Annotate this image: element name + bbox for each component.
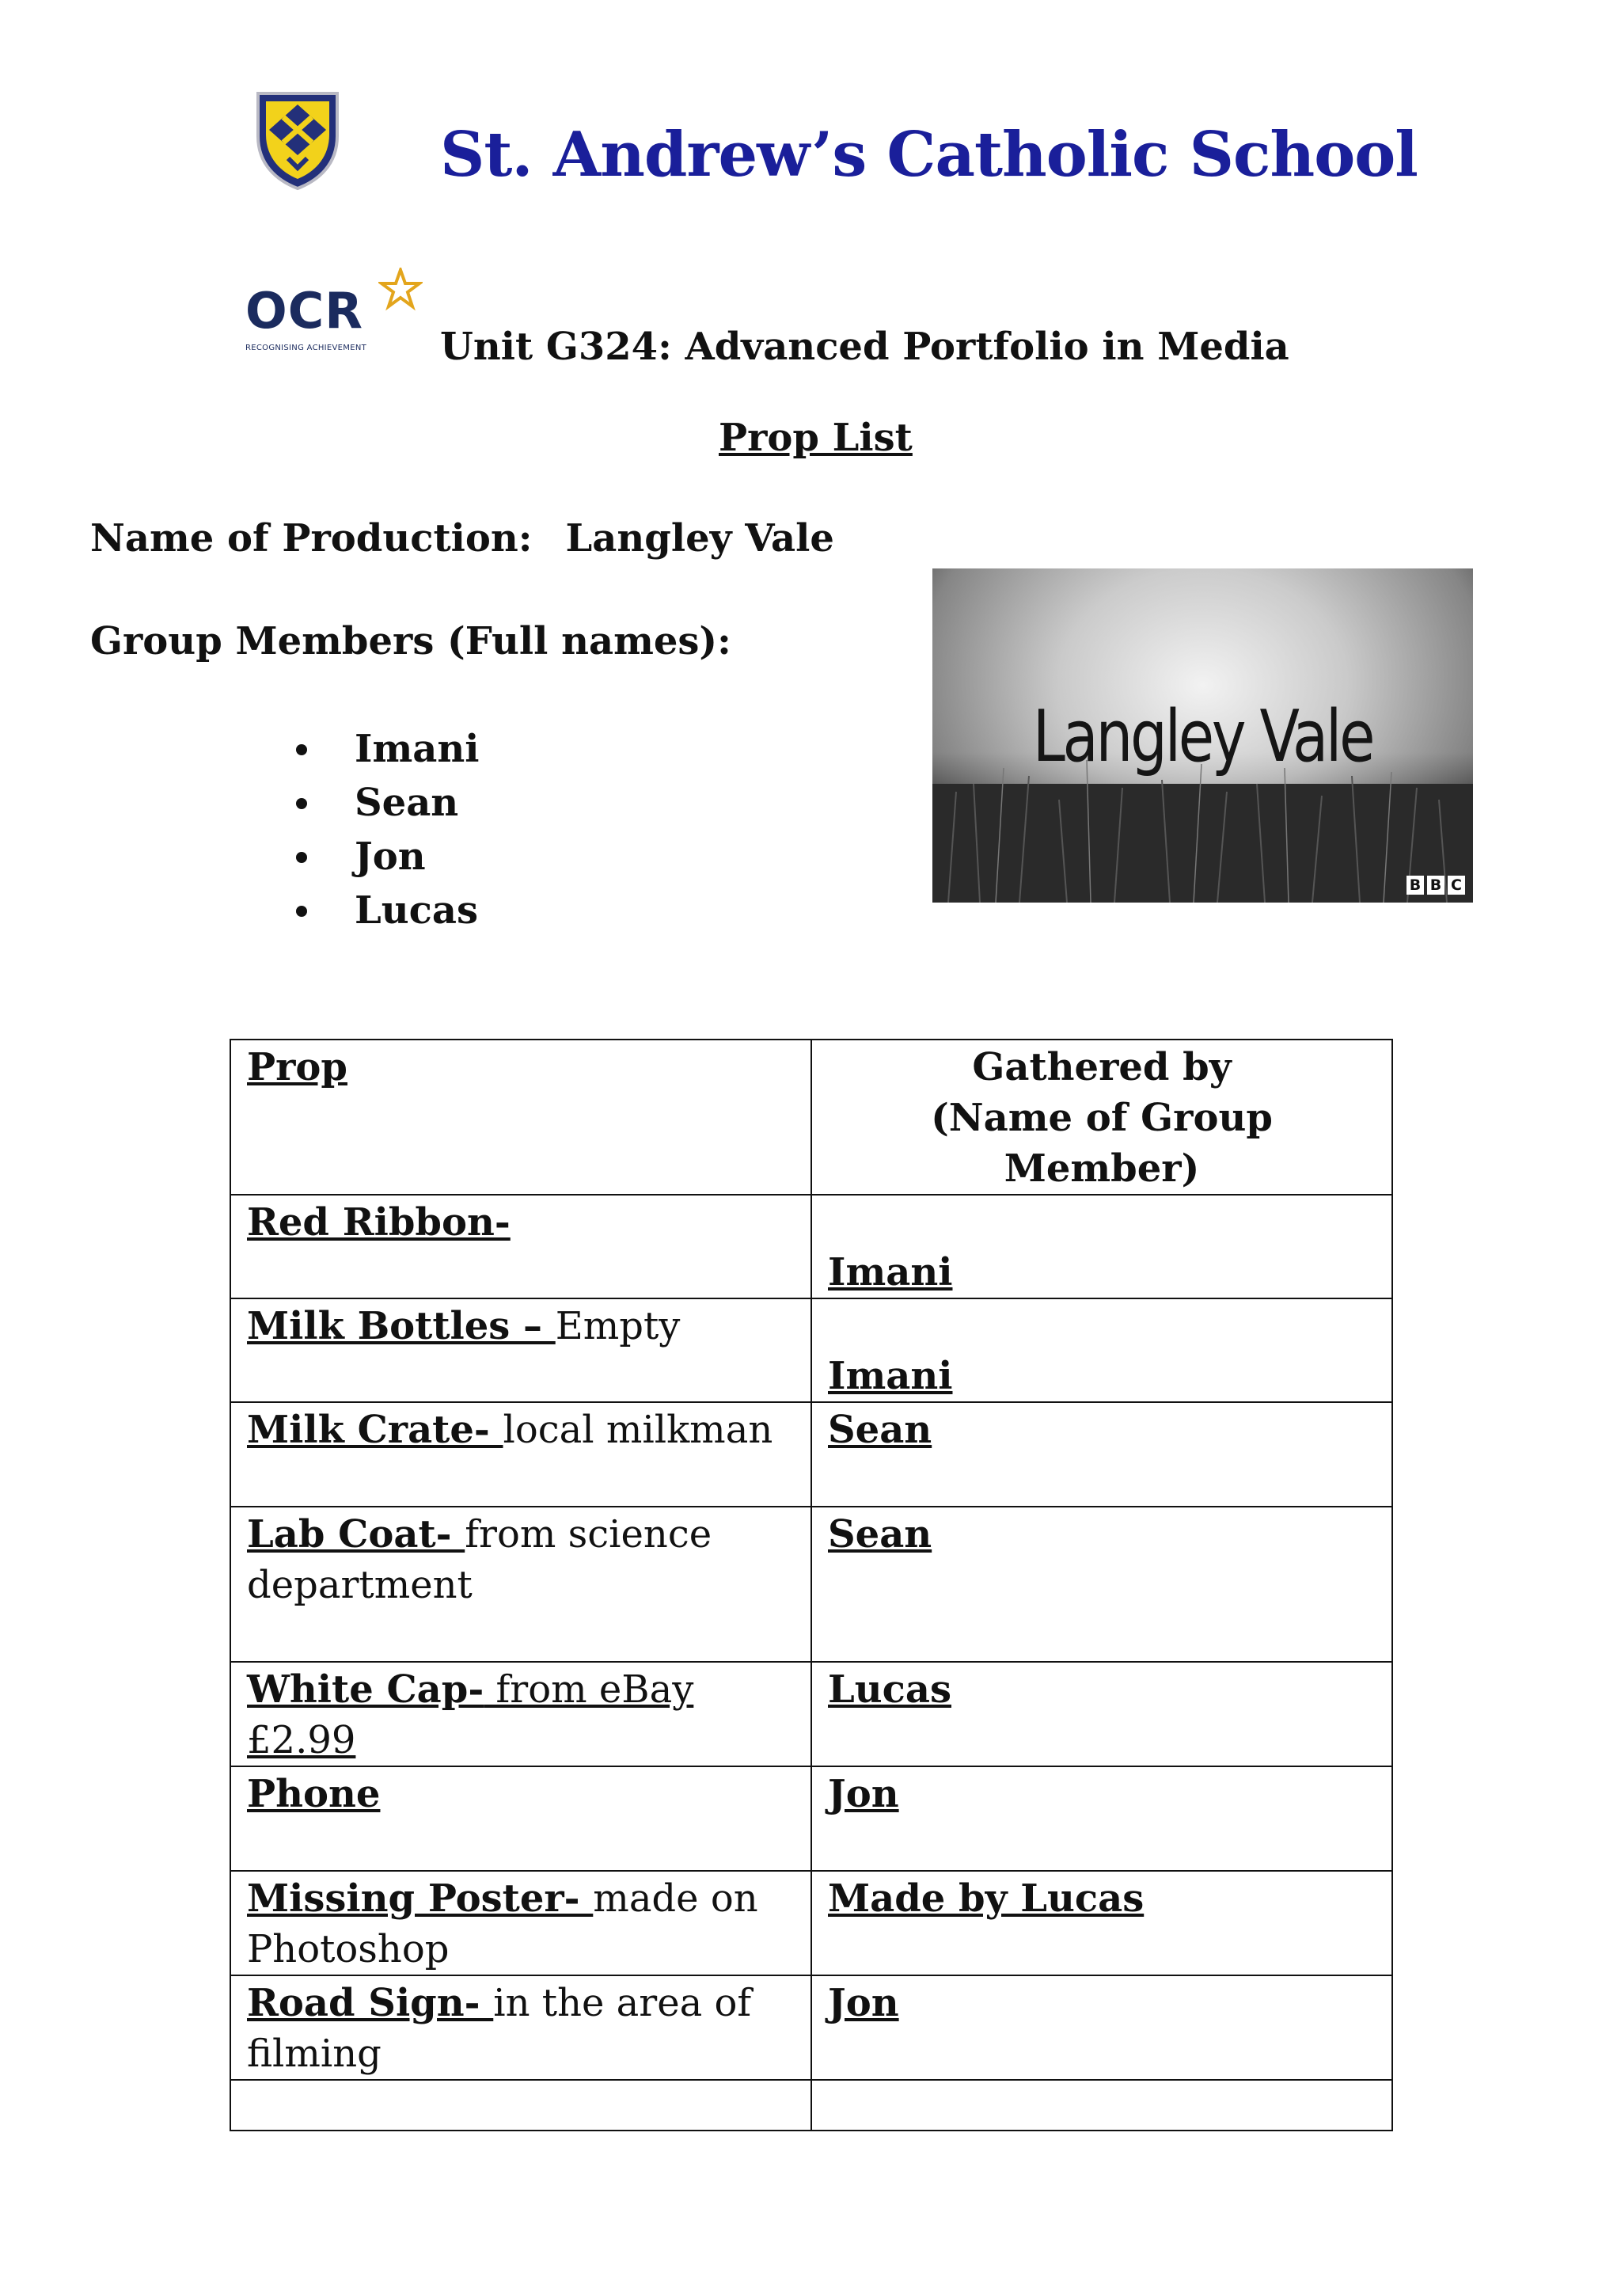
table-row bbox=[230, 1662, 1392, 1766]
prop-cell bbox=[230, 1662, 811, 1766]
prop-cell bbox=[230, 1975, 811, 2080]
bbc-logo-letter: C bbox=[1448, 876, 1465, 895]
production-label: Name of Production: bbox=[90, 516, 533, 561]
header-prop-label: Prop bbox=[247, 1045, 347, 1089]
table-row bbox=[230, 1298, 1392, 1402]
prop-name: Phone bbox=[247, 1772, 381, 1816]
prop-name: Milk Crate- bbox=[247, 1408, 503, 1452]
prop-cell bbox=[230, 1298, 811, 1402]
gathered-cell bbox=[811, 1975, 1392, 2080]
prop-name: Road Sign- bbox=[247, 1981, 494, 2025]
list-item: Imani bbox=[293, 722, 479, 776]
prop-detail: in the area of filming bbox=[247, 1981, 752, 2076]
gathered-cell bbox=[811, 1195, 1392, 1298]
gathered-by: Jon bbox=[828, 1981, 899, 2025]
table-row bbox=[230, 2080, 1392, 2131]
gathered-by: Made by Lucas bbox=[828, 1876, 1145, 1921]
header-gathered-by bbox=[811, 1040, 1392, 1195]
ocr-logo bbox=[242, 268, 426, 364]
prop-detail: Empty bbox=[555, 1304, 681, 1348]
prop-cell bbox=[230, 1402, 811, 1507]
show-title-text: Langley Vale bbox=[1032, 695, 1373, 778]
table-row bbox=[230, 1402, 1392, 1507]
prop-detail: made on Photoshop bbox=[247, 1876, 758, 1971]
prop-name: Milk Bottles – bbox=[247, 1304, 556, 1348]
list-item: Lucas bbox=[293, 884, 479, 937]
table-row bbox=[230, 1195, 1392, 1298]
group-members-list bbox=[293, 722, 479, 937]
school-title: St. Andrew’s Catholic School bbox=[440, 119, 1418, 191]
group-members-label: Group Members (Full names): bbox=[90, 619, 731, 663]
gathered-cell bbox=[811, 1766, 1392, 1871]
unit-title: Unit G324: Advanced Portfolio in Media bbox=[440, 325, 1289, 369]
gathered-cell bbox=[811, 1402, 1392, 1507]
bbc-logo-letter: B bbox=[1407, 876, 1424, 895]
gathered-cell bbox=[811, 1298, 1392, 1402]
gathered-by: Sean bbox=[828, 1512, 932, 1557]
prop-name: Missing Poster- bbox=[247, 1876, 594, 1921]
ocr-tagline: RECOGNISING ACHIEVEMENT bbox=[245, 344, 367, 352]
prop-cell bbox=[230, 1195, 811, 1298]
table-row bbox=[230, 1871, 1392, 1975]
prop-cell bbox=[230, 1766, 811, 1871]
bbc-logo-letter: B bbox=[1427, 876, 1444, 895]
prop-name: Lab Coat- bbox=[247, 1512, 465, 1557]
list-item: Jon bbox=[293, 830, 479, 884]
prop-table bbox=[230, 1039, 1393, 2131]
bbc-logo bbox=[1407, 876, 1465, 895]
prop-cell bbox=[230, 1507, 811, 1662]
production-value: Langley Vale bbox=[565, 516, 834, 561]
prop-cell bbox=[230, 1871, 811, 1975]
prop-cell bbox=[230, 2080, 811, 2131]
header-gathered-line1: Gathered by bbox=[972, 1045, 1232, 1089]
header-prop bbox=[230, 1040, 811, 1195]
production-line bbox=[90, 516, 834, 561]
ocr-logo-text: OCR bbox=[245, 282, 363, 340]
header-gathered-line2: (Name of Group Member) bbox=[931, 1096, 1273, 1191]
prop-list-title: Prop List bbox=[719, 416, 913, 460]
gathered-cell bbox=[811, 1507, 1392, 1662]
gathered-cell bbox=[811, 2080, 1392, 2131]
table-header-row bbox=[230, 1040, 1392, 1195]
gathered-cell bbox=[811, 1662, 1392, 1766]
gathered-cell bbox=[811, 1871, 1392, 1975]
gathered-by: Jon bbox=[828, 1772, 899, 1816]
table-row bbox=[230, 1975, 1392, 2080]
gathered-by: Sean bbox=[828, 1408, 932, 1452]
prop-name-with-detail bbox=[247, 1667, 693, 1762]
prop-detail: from eBay £2.99 bbox=[247, 1667, 694, 1762]
school-crest-icon bbox=[252, 86, 344, 192]
list-item: Sean bbox=[293, 776, 479, 830]
langley-vale-image bbox=[932, 568, 1473, 903]
star-icon bbox=[378, 268, 423, 312]
gathered-by: Imani bbox=[828, 1354, 953, 1398]
table-row bbox=[230, 1766, 1392, 1871]
prop-detail: from science department bbox=[247, 1512, 712, 1607]
table-row bbox=[230, 1507, 1392, 1662]
gathered-by: Imani bbox=[828, 1250, 953, 1294]
prop-detail: local milkman bbox=[503, 1408, 773, 1452]
gathered-by: Lucas bbox=[828, 1667, 951, 1712]
prop-name: Red Ribbon- bbox=[247, 1200, 511, 1245]
prop-name: White Cap- bbox=[247, 1667, 484, 1712]
